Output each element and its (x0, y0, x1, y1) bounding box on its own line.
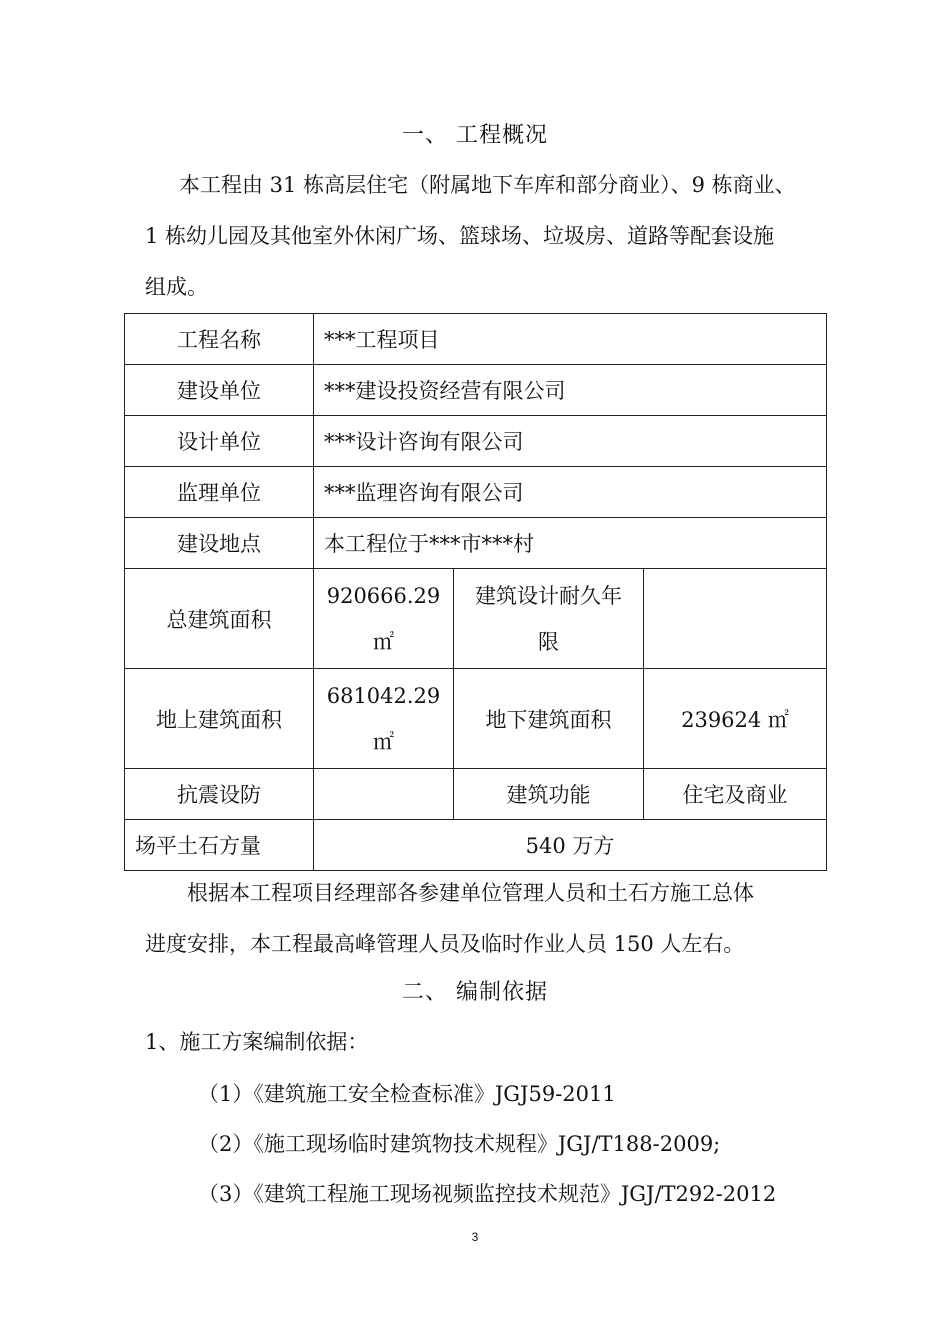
total-area-number: 920666.29 (326, 583, 441, 608)
total-area-label: 总建筑面积 (125, 569, 314, 669)
table-row-supervisor (125, 467, 827, 518)
supervisor-label: 监理单位 (125, 467, 314, 518)
table-row-total-area (125, 569, 827, 669)
project-name-label: 工程名称 (125, 314, 314, 365)
table-row-earthwork (125, 820, 827, 871)
location-value: 本工程位于***市***村 (314, 518, 827, 569)
staff-paragraph (145, 868, 815, 970)
designer-value: ***设计咨询有限公司 (314, 416, 827, 467)
section-2-title: 二、 编制依据 (402, 980, 548, 1005)
seismic-value (314, 769, 454, 820)
location-label: 建设地点 (125, 518, 314, 569)
table-row-owner (125, 365, 827, 416)
overview-line-3: 组成。 (145, 275, 208, 299)
function-label: 建筑功能 (454, 769, 644, 820)
basis-item-2: （2）《施工现场临时建筑物技术规程》JGJ/T188-2009; (198, 1132, 721, 1156)
owner-value: ***建设投资经营有限公司 (314, 365, 827, 416)
owner-label: 建设单位 (125, 365, 314, 416)
supervisor-value: ***监理咨询有限公司 (314, 467, 827, 518)
below-area-value: 239624 ㎡ (644, 669, 827, 769)
project-overview-paragraph (145, 160, 815, 313)
table-row-location (125, 518, 827, 569)
table-row-seismic (125, 769, 827, 820)
staff-line-2: 进度安排，本工程最高峰管理人员及临时作业人员 150 人左右。 (145, 932, 745, 956)
section-1-title: 一、 工程概况 (402, 123, 548, 148)
table-row-above-area (125, 669, 827, 769)
table-row-project-name (125, 314, 827, 365)
design-life-label-line-1: 建筑设计耐久年 (475, 583, 622, 608)
above-area-value (314, 669, 454, 769)
project-name-value: ***工程项目 (314, 314, 827, 365)
design-life-label (454, 569, 644, 669)
project-info-table (124, 313, 827, 871)
seismic-label: 抗震设防 (125, 769, 314, 820)
below-area-label: 地下建筑面积 (454, 669, 644, 769)
total-area-value (314, 569, 454, 669)
overview-line-2: 1 栋幼儿园及其他室外休闲广场、篮球场、垃圾房、道路等配套设施 (145, 224, 775, 248)
above-area-label: 地上建筑面积 (125, 669, 314, 769)
basis-subtitle: 1、施工方案编制依据： (145, 1030, 369, 1054)
design-life-value (644, 569, 827, 669)
total-area-unit: ㎡ (373, 629, 394, 654)
design-life-label-line-2: 限 (538, 629, 559, 654)
overview-line-1: 本工程由 31 栋高层住宅（附属地下车库和部分商业）、9 栋商业、 (179, 173, 796, 197)
table-row-designer (125, 416, 827, 467)
designer-label: 设计单位 (125, 416, 314, 467)
basis-item-3: （3）《建筑工程施工现场视频监控技术规范》JGJ/T292-2012 (198, 1182, 777, 1206)
function-value: 住宅及商业 (644, 769, 827, 820)
staff-line-1: 根据本工程项目经理部各参建单位管理人员和土石方施工总体 (187, 881, 754, 905)
earthwork-value: 540 万方 (314, 820, 827, 871)
basis-item-1: （1）《建筑施工安全检查标准》JGJ59-2011 (198, 1082, 616, 1106)
above-area-unit: ㎡ (373, 729, 394, 754)
above-area-number: 681042.29 (326, 683, 441, 708)
earthwork-label: 场平土石方量 (125, 820, 314, 871)
page-number: 3 (471, 1230, 479, 1244)
